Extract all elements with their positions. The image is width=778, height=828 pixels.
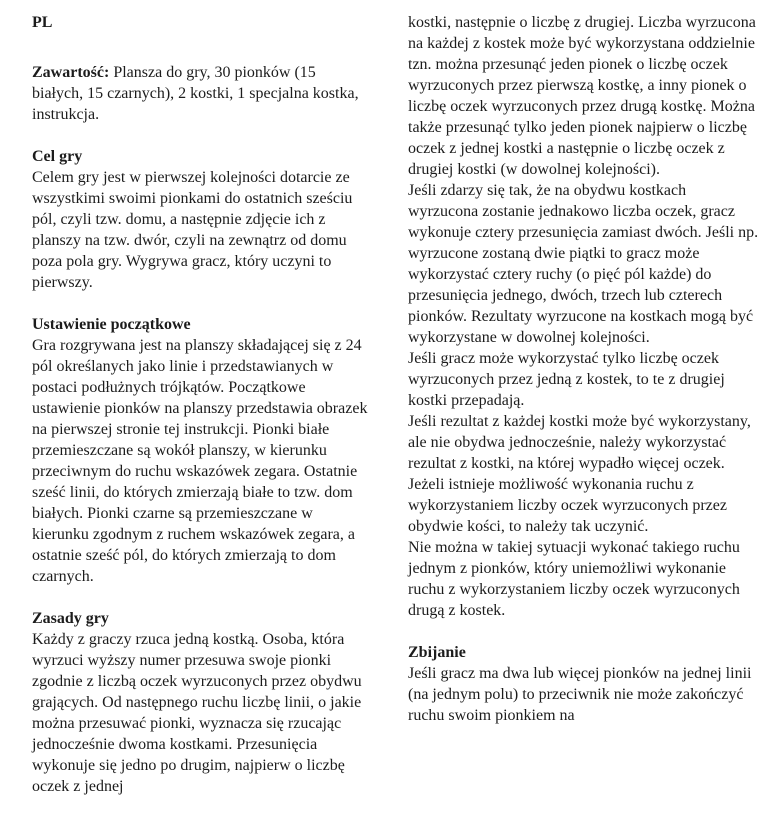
rules-continuation-paragraph: kostki, następnie o liczbę z drugiej. Liczba wyrzucona na każdej z kostek może być wykorzystana oddzielnie tzn. można przesunąć jeden pionek o liczbę oczek wyrzuconych przez pierwszą kostkę, a inny pionek o liczbę oczek wyrzuconych przez drugą kostkę. Można także przesunąć tylko jeden pionek najpierw o liczbę oczek z jednej kostki a następnie o liczbę oczek z drugiej kostki (w dowolnej kolejności). bbox=[408, 14, 756, 178]
hitting-paragraph: Jeśli gracz ma dwa lub więcej pionków na jednej linii (na jednym polu) to przeciwnik nie może zakończyć ruchu swoim pionkiem na bbox=[408, 665, 752, 724]
higher-die-rule-paragraph: Jeśli rezultat z każdej kostki może być wykorzystany, ale nie obydwa jednocześnie, należy wykorzystać rezultat z kostki, na której wypadło więcej oczek. bbox=[408, 413, 751, 472]
setup-paragraph: Gra rozgrywana jest na planszy składającej się z 24 pól określanych jako linie i przedstawianych w postaci podłużnych trójkątów. Początkowe ustawienie pionków na planszy przedstawia obrazek na pierwszej stronie tej instrukcji. Pionki białe przemieszczane są wokół planszy, w kierunku przeciwnym do ruchu wskazówek zegara. Ostatnie sześć linii, do których zmierzają białe to tzw. dom białych. Pionki czarne są przemieszczane w kierunku zgodnym z ruchem wskazówek zegara, a ostatnie sześć pól, do których zmierzają to dom czarnych. bbox=[32, 337, 368, 585]
right-column bbox=[408, 12, 760, 797]
doubles-rule-paragraph: Jeśli zdarzy się tak, że na obydwu kostkach wyrzucona zostanie jednakowo liczba oczek, gracz wykonuje cztery przesunięcia zamiast dwóch. Jeśli np. wyrzucone zostaną dwie piątki to gracz może wykorzystać cztery ruchy (o pięć pól każde) do przesunięcia jednego, dwóch, trzech lub czterech pionków. Rezultaty wyrzucone na kostkach mogą być wykorzystane w dowolnej kolejności. bbox=[408, 182, 759, 346]
rules-paragraph: Każdy z graczy rzuca jedną kostką. Osoba, która wyrzuci wyższy numer przesuwa swoje pionki zgodnie z liczbą oczek wyrzuconych przez obydwu grających. Od następnego ruchu liczbę linii, o jakie można przesuwać pionki, wyznacza się rzucając jednocześnie dwoma kostkami. Przesunięcia wykonuje się jedno po drugim, najpierw o liczbę oczek z jednej bbox=[32, 631, 362, 795]
contents-text: Plansza do gry, 30 pionków (15 białych, 15 czarnych), 2 kostki, 1 specjalna kostka, instrukcja. bbox=[32, 64, 359, 123]
hitting-heading: Zbijanie bbox=[408, 644, 466, 661]
setup-heading: Ustawienie początkowe bbox=[32, 316, 191, 333]
contents-lead: Zawartość: bbox=[32, 64, 110, 81]
language-label: PL bbox=[32, 14, 53, 31]
left-column bbox=[32, 12, 370, 797]
contents-paragraph bbox=[32, 62, 370, 125]
goal-paragraph: Celem gry jest w pierwszej kolejności dotarcie ze wszystkimi swoimi pionkami do ostatnich sześciu pól, czyli tzw. domu, a następnie zdjęcie ich z planszy na tzw. dwór, czyli na zewnątrz od domu poza pola gry. Wygrywa gracz, który uczyni to pierwszy. bbox=[32, 169, 353, 291]
single-die-rule-paragraph: Jeśli gracz może wykorzystać tylko liczbę oczek wyrzuconych przez jedną z kostek, to te z drugiej kostki przepadają. bbox=[408, 350, 725, 409]
both-dice-rule-paragraph: Jeżeli istnieje możliwość wykonania ruchu z wykorzystaniem liczby oczek wyrzuconych przez obydwie kości, to należy tak uczynić. bbox=[408, 476, 727, 535]
blocking-move-rule-paragraph: Nie można w takiej sytuacji wykonać takiego ruchu jednym z pionków, który uniemożliwi wykonanie ruchu z wykorzystaniem liczby oczek wyrzuconych drugą z kostek. bbox=[408, 539, 740, 619]
rules-heading: Zasady gry bbox=[32, 610, 109, 627]
goal-heading: Cel gry bbox=[32, 148, 83, 165]
